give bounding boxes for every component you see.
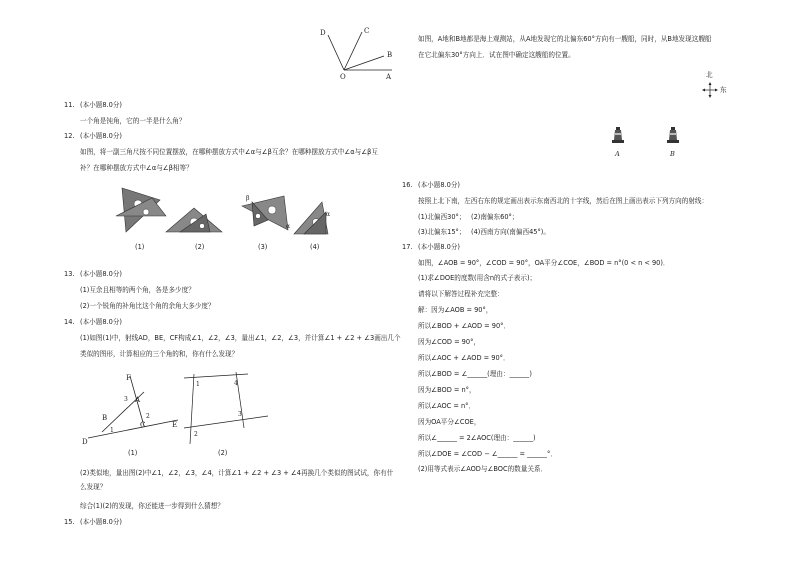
q17-line: 所以∠BOD = ∠______(理由：______): [418, 370, 532, 378]
q12-caption-2: (2): [195, 243, 205, 251]
q14-line1: (1)如图(1)中，射线AD，BE，CF构成∠1，∠2，∠3，量出∠1，∠2，∠3，并计算∠1 + ∠2 + ∠3画出几个: [80, 334, 401, 342]
q12-line2: 补？在哪种摆放方式中∠α与∠β相等？: [80, 164, 193, 172]
tower-b-icon: [666, 126, 680, 146]
q12-caption-4: (4): [310, 243, 320, 251]
fig2-label-3: 3: [238, 411, 242, 418]
q14-line5: 综合(1)(2)的发现，你还能进一步得到什么猜想？: [80, 502, 224, 510]
q15-line1: 如图，A地和B地都是海上观测站，从A地发现它的北偏东60°方向有一艘船，同时，从B地发现这艘船: [418, 35, 712, 43]
q16-line3b: (4)西南方向(南偏西45°)。: [471, 228, 550, 236]
q11-points: (本小题8.0分): [80, 101, 123, 109]
q12-points: (本小题8.0分): [80, 132, 123, 140]
q16-line2b: (2)南偏东60°；: [471, 213, 519, 221]
q14-figure-1: [80, 372, 184, 446]
q14-figure-2: [182, 372, 272, 446]
q17-line: 解：因为∠AOB = 90°，: [418, 306, 493, 314]
label-C: C: [364, 27, 370, 35]
q12-caption-1: (1): [135, 243, 145, 251]
fig1-label-2: 2: [146, 413, 150, 420]
q13-points: (本小题8.0分): [80, 270, 123, 278]
q17-line: (2)用等式表示∠AOD与∠BOC的数量关系．: [418, 465, 548, 473]
fig1-label-B: B: [102, 414, 108, 422]
q11-number: 11.: [64, 101, 75, 109]
fig2-label-1: 1: [196, 381, 200, 388]
fig1-label-C: C: [140, 421, 146, 429]
fig1-label-F: F: [126, 374, 131, 382]
compass-north-label: 北: [706, 71, 713, 79]
q12-number: 12.: [64, 132, 75, 140]
q16-points: (本小题8.0分): [418, 181, 461, 189]
q17-line: (1)求∠DOE的度数(用含n的式子表示)；: [418, 274, 537, 282]
q17-points: (本小题8.0分): [418, 243, 461, 251]
q14-line3: (2)类似地，量出图(2)中∠1，∠2，∠3，∠4，计算∠1 + ∠2 + ∠3 + ∠4再换几个类似的图试试，你有什: [80, 469, 394, 477]
alpha-label-3: α: [286, 223, 291, 230]
q17-line: 所以∠AOC + ∠AOD = 90°．: [418, 354, 510, 362]
q14-number: 14.: [64, 318, 75, 326]
tower-b-label: B: [670, 150, 675, 158]
label-D: D: [320, 29, 326, 37]
fig1-label-1: 1: [110, 427, 114, 434]
q17-line: 因为OA平分∠COE，: [418, 418, 481, 426]
compass-east-label: 东: [720, 86, 727, 94]
beta-label-3: β: [246, 195, 250, 202]
fig1-label-3: 3: [124, 396, 128, 403]
q13-number: 13.: [64, 270, 75, 278]
q17-number: 17.: [402, 243, 413, 251]
q12-line1: 如图，将一副三角尺按不同位置摆放，在哪种摆放方式中∠α与∠β互余？在哪种摆放方式中∠α与∠β互: [80, 148, 378, 156]
triangle-figure-4: [292, 200, 336, 238]
label-B: B: [387, 51, 393, 59]
q16-line1: 按照上北下南，左西右东的规定画出表示东南西北的十字线，然后在图上画出表示下列方向的射线：: [418, 197, 709, 205]
q17-line: 因为∠COD = 90°，: [418, 338, 480, 346]
fig2-label-4: 4: [234, 380, 238, 387]
q14-fig1-caption: (1): [128, 449, 138, 457]
q14-line2: 类似的图形，计算相应的三个角的和，你有什么发现？: [80, 350, 239, 358]
q17-line: 所以∠BOD + ∠AOD = 90°．: [418, 322, 511, 330]
q13-line1: (1)互余且相等的两个角，各是多少度？: [80, 286, 195, 294]
label-A: A: [386, 73, 392, 81]
q16-number: 16.: [402, 181, 413, 189]
q17-line: 所以∠DOE = ∠COD − ∠______ = ______°．: [418, 450, 557, 458]
triangle-figure-1: [112, 186, 170, 236]
q15-line2: 在它北偏东30°方向上．试在图中确定这艘船的位置。: [418, 51, 575, 59]
triangle-figure-3: [238, 194, 294, 234]
tower-a-label: A: [615, 150, 620, 158]
q16-line2a: (1)北偏西30°；: [418, 213, 466, 221]
compass-icon: [702, 82, 718, 98]
q14-line4: 么发现？: [80, 483, 107, 491]
q15-number: 15.: [64, 518, 75, 526]
q14-points: (本小题8.0分): [80, 318, 123, 326]
q12-caption-3: (3): [258, 243, 268, 251]
q17-line: 所以∠______ = 2∠AOC(理由：______): [418, 434, 536, 442]
q13-line2: (2)一个锐角的补角比这个角的余角大多少度？: [80, 302, 215, 310]
q11-line1: 一个角是钝角，它的一半是什么角？: [80, 117, 186, 125]
angle-figure-top: [318, 26, 398, 82]
label-O: O: [340, 73, 346, 81]
fig1-label-A: A: [135, 396, 141, 404]
q16-line3a: (3)北偏东15°；: [418, 228, 466, 236]
alpha-label-4: α: [326, 211, 331, 218]
q17-line: 因为∠BOD = n°，: [418, 386, 476, 394]
q15-points: (本小题8.0分): [80, 518, 123, 526]
fig2-label-2: 2: [194, 431, 198, 438]
q17-line: 所以∠AOC = n°．: [418, 402, 476, 410]
tower-a-icon: [611, 126, 625, 146]
q14-fig2-caption: (2): [218, 449, 228, 457]
triangle-figure-2: [164, 204, 226, 236]
q17-line: 如图，∠AOB = 90°，∠COD = 90°，OA平分∠COE，∠BOD = n°(0 < n < 90)．: [418, 259, 670, 267]
fig1-label-E: E: [172, 421, 178, 429]
q17-line: 请将以下解答过程补充完整：: [418, 290, 504, 298]
fig1-label-D: D: [82, 438, 88, 446]
